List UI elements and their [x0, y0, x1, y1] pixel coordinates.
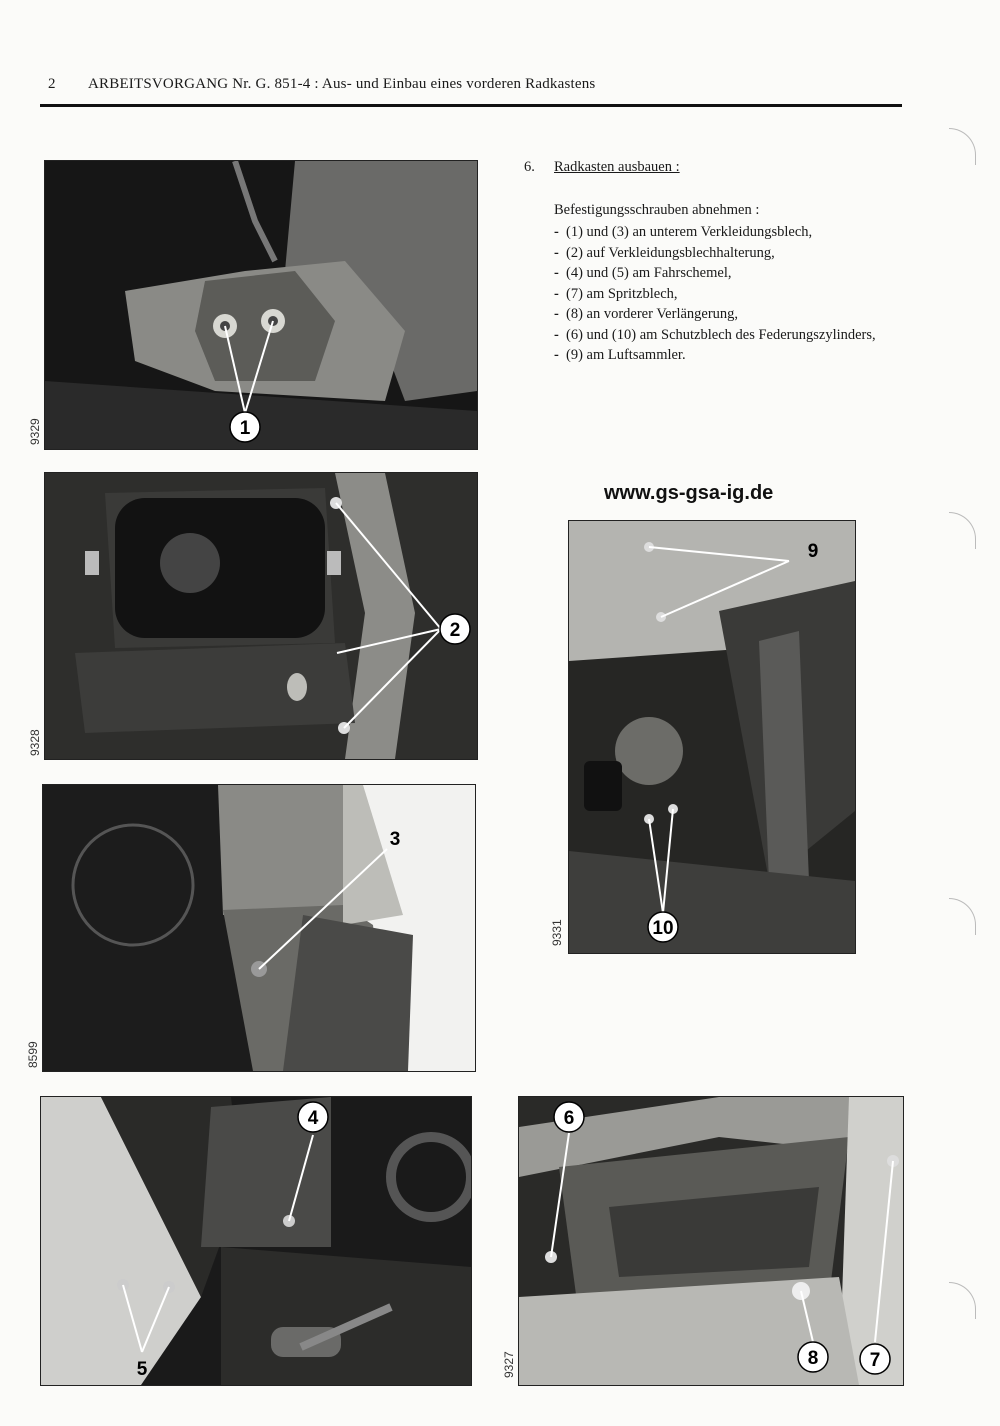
instructions-lead: Befestigungsschrauben abnehmen :: [554, 201, 760, 218]
page-number: 2: [48, 76, 56, 92]
photo-9329: [44, 160, 478, 450]
punch-mark: [949, 1282, 976, 1319]
list-item: - (2) auf Verkleidungsblechhalterung,: [554, 243, 904, 264]
callout-6: 6: [563, 1108, 575, 1129]
callout-3: 3: [389, 829, 401, 850]
photo-9327: [518, 1096, 904, 1386]
header-line: [48, 76, 908, 93]
list-item: - (1) und (3) an unterem Verkleidungsblech,: [554, 222, 904, 243]
photo-id-8599: 8599: [26, 1041, 40, 1068]
instructions: [524, 157, 904, 366]
photo-id-9329: 9329: [28, 418, 42, 445]
callout-4: 4: [307, 1108, 319, 1129]
list-item: - (4) und (5) am Fahrschemel,: [554, 263, 904, 284]
photo-id-9327: 9327: [502, 1351, 516, 1378]
step-title: Radkasten ausbauen :: [554, 159, 680, 175]
list-item: - (7) am Spritzblech,: [554, 284, 904, 305]
callout-8: 8: [807, 1348, 819, 1369]
step-number: 6.: [524, 159, 535, 175]
callout-9: 9: [807, 541, 819, 562]
photo-id-9328: 9328: [28, 729, 42, 756]
callout-1: 1: [239, 418, 251, 439]
list-item: - (9) am Luftsammler.: [554, 345, 904, 366]
website-watermark: www.gs-gsa-ig.de: [604, 482, 774, 504]
punch-mark: [949, 512, 976, 549]
photo-9328: [44, 472, 478, 760]
punch-mark: [949, 128, 976, 165]
punch-mark: [949, 898, 976, 935]
callout-2: 2: [449, 620, 461, 641]
fastener-list: [524, 222, 904, 366]
step-heading: [524, 157, 904, 178]
header-rule: [40, 104, 902, 107]
photo-4-5: [40, 1096, 472, 1386]
list-item: - (8) an vorderer Verlängerung,: [554, 304, 904, 325]
list-item: - (6) und (10) am Schutzblech des Federungszylinders,: [554, 325, 904, 346]
photo-9331: [568, 520, 856, 954]
document-title: ARBEITSVORGANG Nr. G. 851-4 : Aus- und Einbau eines vorderen Radkastens: [88, 76, 596, 92]
callout-5: 5: [136, 1359, 148, 1380]
photo-id-9331: 9331: [550, 919, 564, 946]
callout-7: 7: [869, 1350, 881, 1371]
photo-8599: [42, 784, 476, 1072]
callout-10: 10: [652, 918, 674, 939]
